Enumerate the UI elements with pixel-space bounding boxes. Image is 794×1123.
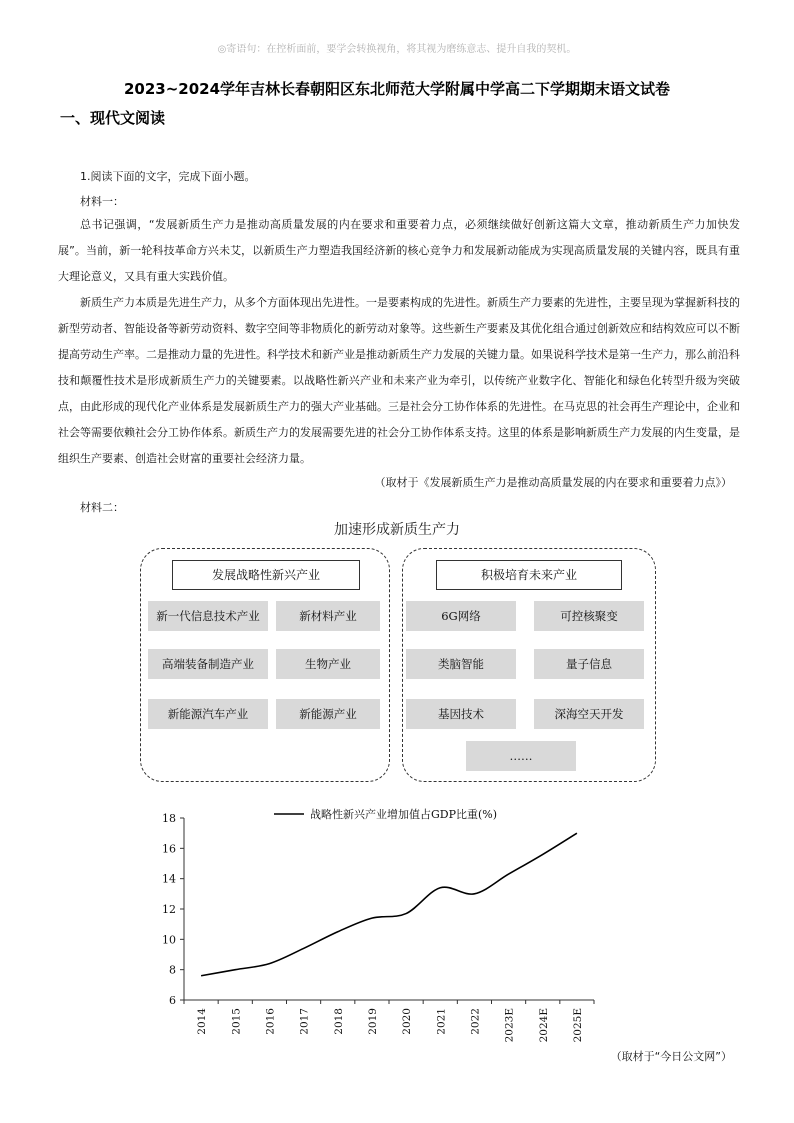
series-line bbox=[201, 833, 577, 976]
industry-cell: 新一代信息技术产业 bbox=[148, 601, 268, 631]
y-tick-label: 10 bbox=[162, 933, 176, 947]
industry-cell: 新能源汽车产业 bbox=[148, 699, 268, 729]
chart-source: （取材于“今日公文网”） bbox=[610, 1050, 732, 1063]
exam-title: 2023~2024学年吉林长春朝阳区东北师范大学附属中学高二下学期期末语文试卷 bbox=[123, 80, 671, 98]
industry-cell: 新材料产业 bbox=[276, 601, 380, 631]
x-tick-label: 2025E bbox=[571, 1008, 584, 1043]
x-tick-label: 2018 bbox=[332, 1008, 345, 1035]
legend-label: 战略性新兴产业增加值占GDP比重(%) bbox=[310, 808, 498, 821]
industry-cell: …… bbox=[466, 741, 576, 771]
industry-cell: 生物产业 bbox=[276, 649, 380, 679]
industry-cell: 深海空天开发 bbox=[534, 699, 644, 729]
y-tick-label: 16 bbox=[162, 842, 176, 856]
x-tick-label: 2017 bbox=[298, 1008, 311, 1035]
industry-cell: 6G网络 bbox=[406, 601, 516, 631]
future-industries-heading: 积极培育未来产业 bbox=[436, 560, 622, 590]
material1-label: 材料一： bbox=[80, 195, 124, 208]
diagram-title: 加速形成新质生产力 bbox=[334, 522, 460, 538]
material1-source: （取材于《发展新质生产力是推动高质量发展的内在要求和重要着力点》） bbox=[374, 476, 732, 489]
industry-cell: 新能源产业 bbox=[276, 699, 380, 729]
industry-cell: 可控核聚变 bbox=[534, 601, 644, 631]
material1-paragraph-1: 总书记强调，“发展新质生产力是推动高质量发展的内在要求和重要着力点，必须继续做好创新这篇大文章，推动新质生产力加快发展”。当前，新一轮科技革命方兴未艾，以新质生产力塑造我国经济新的核心竞争力和发展新动能成为实现高质量发展的关键内容，既具有重大理论意义，又具有重大实践价值。 bbox=[58, 218, 740, 283]
x-tick-label: 2014 bbox=[196, 1008, 209, 1035]
x-tick-label: 2020 bbox=[401, 1008, 414, 1035]
x-tick-label: 2016 bbox=[264, 1008, 277, 1035]
y-tick-label: 8 bbox=[169, 963, 176, 977]
gdp-share-line-chart bbox=[140, 800, 620, 1050]
industry-cell: 量子信息 bbox=[534, 649, 644, 679]
y-tick-label: 6 bbox=[169, 994, 176, 1007]
section-heading: 一、现代文阅读 bbox=[60, 109, 166, 127]
x-tick-label: 2022 bbox=[469, 1008, 482, 1035]
question-stem: 1.阅读下面的文字，完成下面小题。 bbox=[80, 170, 256, 183]
x-tick-label: 2021 bbox=[435, 1008, 448, 1035]
industry-cell: 类脑智能 bbox=[406, 649, 516, 679]
header-motto: ◎寄语句：在控析面前，要学会转换视角，将其视为磨练意志、提升自我的契机。 bbox=[217, 44, 577, 55]
industry-cell: 基因技术 bbox=[406, 699, 516, 729]
material2-label: 材料二： bbox=[80, 501, 124, 514]
industry-cell: 高端装备制造产业 bbox=[148, 649, 268, 679]
emerging-industries-heading: 发展战略性新兴产业 bbox=[172, 560, 360, 590]
x-tick-label: 2024E bbox=[537, 1008, 550, 1043]
material1-paragraph-2: 新质生产力本质是先进生产力，从多个方面体现出先进性。一是要素构成的先进性。新质生产力要素的先进性，主要呈现为掌握新科技的新型劳动者、智能设备等新劳动资料、数字空间等非物质化的新劳动对象等。这些新生产要素及其优化组合通过创新效应和结构效应可以不断提高劳动生产率。二是推动力量的先进性。科学技术和新产业是推动新质生产力发展的关键力量。如果说科学技术是第一生产力，那么前沿科技和颠覆性技术是形成新质生产力的关键要素。以战略性新兴产业和未来产业为牵引，以传统产业数字化、智能化和绿色化转型升级为突破点，由此形成的现代化产业体系是发展新质生产力的强大产业基础。三是社会分工协作体系的先进性。在马克思的社会再生产理论中，企业和社会等需要依赖社会分工协作体系。新质生产力的发展需要先进的社会分工协作体系支持。这里的体系是影响新质生产力发展的内生变量，是组织生产要素、创造社会财富的重要社会经济力量。 bbox=[58, 296, 740, 465]
y-tick-label: 18 bbox=[162, 812, 176, 825]
x-tick-label: 2023E bbox=[503, 1008, 516, 1043]
y-tick-label: 12 bbox=[162, 903, 176, 916]
y-tick-label: 14 bbox=[162, 872, 176, 886]
x-tick-label: 2019 bbox=[366, 1008, 379, 1035]
x-tick-label: 2015 bbox=[230, 1008, 243, 1035]
